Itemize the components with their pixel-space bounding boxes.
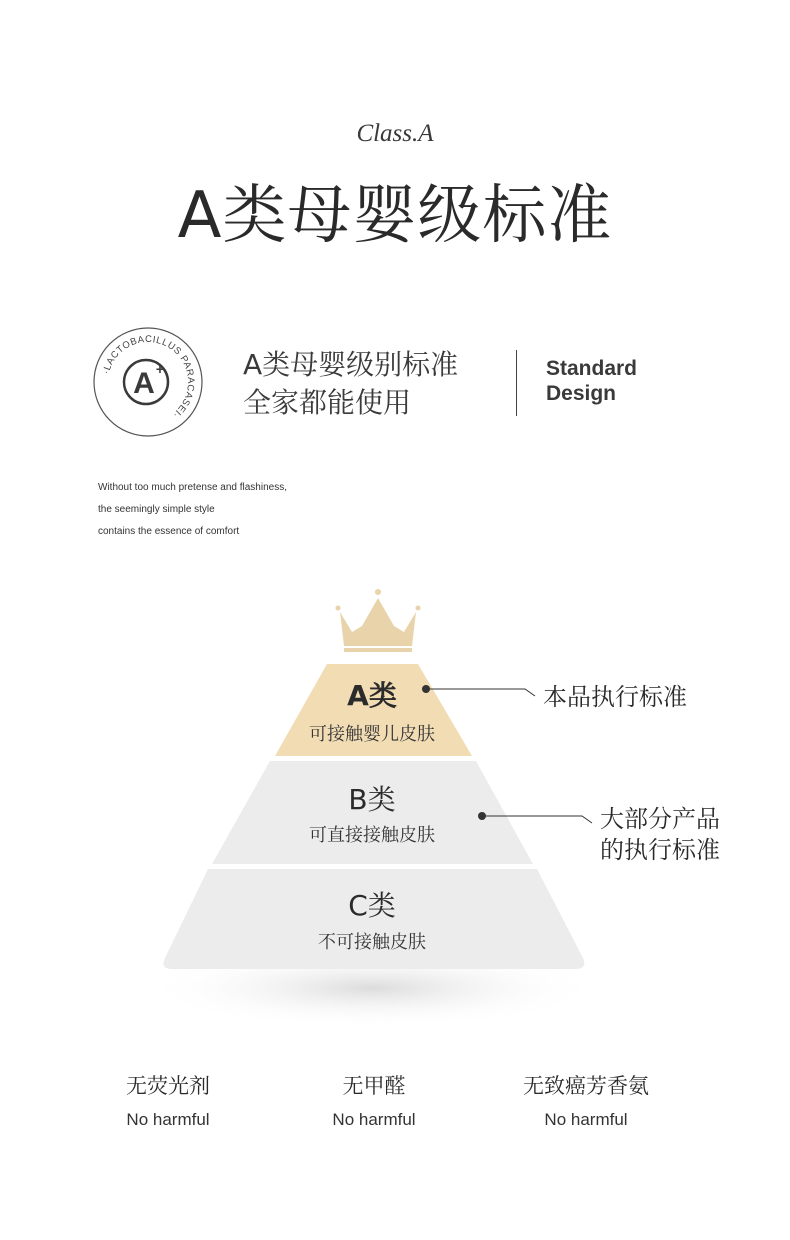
feature-subtitle: No harmful xyxy=(544,1110,628,1129)
feature-no-formaldehyde xyxy=(274,1070,474,1130)
standards-pyramid xyxy=(0,580,790,1060)
section-subtitle: Class.A xyxy=(356,120,434,147)
callout-b-line-1: 大部分产品 xyxy=(600,805,720,833)
tagline-line-1: Without too much pretense and flashiness, xyxy=(98,482,287,493)
feature-no-aromatic-amine xyxy=(486,1070,686,1130)
standard-design-label xyxy=(546,356,637,406)
lactobacillus-badge-icon xyxy=(92,326,204,438)
tier-c-desc: 不可接触皮肤 xyxy=(318,932,426,953)
vertical-divider xyxy=(516,350,517,416)
feature-no-fluorescent xyxy=(68,1070,268,1130)
tier-c-title: C类 xyxy=(348,889,396,922)
crown-icon xyxy=(336,589,421,652)
tier-a-desc: 可接触婴儿皮肤 xyxy=(309,724,435,745)
tagline xyxy=(98,477,287,543)
feature-title: 无致癌芳香氨 xyxy=(523,1074,649,1098)
standard-design-line-1: Standard xyxy=(546,357,638,380)
tier-b-desc: 可直接接触皮肤 xyxy=(309,825,435,846)
feature-subtitle: No harmful xyxy=(332,1110,416,1129)
feature-title: 无荧光剂 xyxy=(126,1074,210,1098)
tier-a-title: A类 xyxy=(347,679,397,712)
callout-a-line-1: 本品执行标准 xyxy=(543,683,687,711)
tagline-line-2: the seemingly simple style xyxy=(98,504,215,515)
tier-b-title: B类 xyxy=(348,783,396,816)
standard-design-line-2: Design xyxy=(546,382,617,405)
callout-b-line-2: 的执行标准 xyxy=(600,836,720,864)
callout-dot-b xyxy=(478,812,486,820)
tagline-line-3: contains the essence of comfort xyxy=(98,526,240,537)
standard-statement xyxy=(243,346,458,422)
badge-ring-text: ·LACTOBACILLUS PARACASEI· xyxy=(100,333,197,421)
callout-a xyxy=(543,682,687,713)
badge-grade-plus: + xyxy=(155,361,165,377)
feature-subtitle: No harmful xyxy=(126,1110,210,1129)
badge-grade: A xyxy=(133,367,155,400)
standard-line-1: A类母婴级别标准 xyxy=(243,348,459,381)
feature-title: 无甲醛 xyxy=(342,1074,406,1098)
page-title: A类母婴级标准 xyxy=(177,179,613,253)
callout-b xyxy=(600,804,720,866)
standard-line-2: 全家都能使用 xyxy=(243,386,412,419)
